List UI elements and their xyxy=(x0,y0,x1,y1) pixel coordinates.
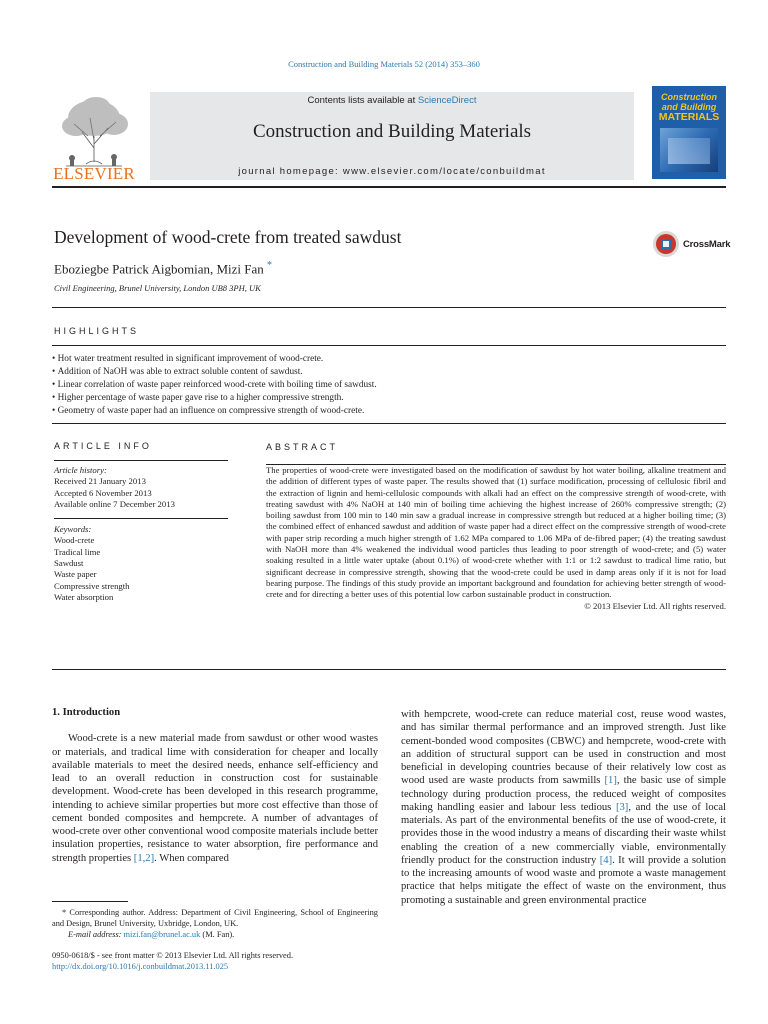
cover-line-3: MATERIALS xyxy=(658,111,720,123)
section-heading-introduction: 1. Introduction xyxy=(52,707,121,718)
abstract-text: The properties of wood-crete were investigated based on the modification of sawdust by hot water boiling, alkaline treatment and the addition of different types of waste paper. The results showed that (1) surface modification, processing of cellulosic fibril and the extraction of lignin and hemi-cellulosic compounds with alkali had an effect on the compressive strength of wood-crete, with treating sawdust with 4% NaOH at 140 min of boiling time achieving the highest increase of 260% compressive strength; (2) boiling sawdust from 100 min to 140 min saw a gradual increase in compressive strength but reduced at a higher boiling time; (3) the combined effect of enhanced sawdust and addition of waste paper had a direct effect on the compressive strength of wood-crete with paper strip recording a much higher strength of 1.62 MPa compared to 1.06 MPa of de-fibred paper; (4) the treating sawdust with NaOH more than 4% weakened the individual wood particles thus leading to poor strength of wood-crete; and (5) water soaking resulted in a little water uptake (about 0.1%) of wood-crete whether with 1:1 or 1:2 sawdust to tradical lime ratio, but significant decrease in compressive strength, showing that the wood-crete could be used in damp areas only if it is not for load bearing purpose. The findings of this study provide an important background and foundation for achieving better strength of wood-crete and for directing a better uses of this potential low carbon sustainable product in construction. xyxy=(266,465,726,600)
footnote-rule xyxy=(52,901,128,902)
highlight-item: • Geometry of waste paper had an influence on compressive strength of wood-crete. xyxy=(52,405,732,418)
cover-line-1: Construction xyxy=(661,92,717,102)
article-info-panel xyxy=(54,465,230,603)
highlights-top-rule xyxy=(52,345,726,346)
keyword: Compressive strength xyxy=(54,580,130,591)
cover-artwork-overlay xyxy=(668,138,710,164)
article-info-rule xyxy=(54,460,228,461)
intro-text-b: . When compared xyxy=(154,852,229,864)
crossmark-label[interactable]: CrossMark xyxy=(683,239,731,250)
intro-paragraph xyxy=(52,732,378,865)
corresponding-author-mark[interactable]: * xyxy=(267,260,273,271)
journal-title: Construction and Building Materials xyxy=(252,121,532,142)
publisher-name: ELSEVIER xyxy=(53,164,135,183)
contents-line xyxy=(150,95,634,106)
intro-text-a: Wood-crete is a new material made from sawdust or other wood wastes or materials, and tradical lime with consideration for cheaper and locally available materials to meet the desired needs, enhance self-efficiency and lead to an overall reduction in construction cost for sustainable development. Wood-crete has been developed in this research programme, intending to achieve similar properties but more cost effective than those of cement bonded composites and hempcrete. A number of advantages of wood-crete over other conventional wood composite materials include better insulation properties, resistance to water absorption, fire performance and strength properties xyxy=(52,733,378,864)
keyword: Tradical lime xyxy=(54,546,101,557)
email-line xyxy=(52,929,378,940)
highlight-item: • Higher percentage of waste paper gave rise to a higher compressive strength. xyxy=(52,392,732,405)
article-info-heading: ARTICLE INFO xyxy=(54,441,152,451)
keyword: Waste paper xyxy=(54,569,97,580)
issn-line: 0950-0618/$ - see front matter © 2013 Elsevier Ltd. All rights reserved. xyxy=(52,951,294,960)
article-title: Development of wood-crete from treated sawdust xyxy=(54,227,402,247)
header-divider xyxy=(52,186,726,188)
abstract-heading: ABSTRACT xyxy=(266,442,339,452)
history-online: Available online 7 December 2013 xyxy=(54,498,175,509)
highlights-bottom-rule xyxy=(52,423,726,424)
journal-citation[interactable]: Construction and Building Materials 52 (2014) 353–360 xyxy=(288,59,480,69)
highlight-item: • Addition of NaOH was able to extract soluble content of sawdust. xyxy=(52,366,732,379)
footnote xyxy=(52,907,378,940)
cover-line-2: and Building xyxy=(661,102,717,112)
highlight-item: • Linear correlation of waste paper reinforced wood-crete with boiling time of sawdust. xyxy=(52,379,732,392)
reference-link[interactable]: [1,2] xyxy=(133,852,155,864)
keywords-divider xyxy=(54,510,228,519)
cover-title xyxy=(652,92,726,122)
author-list xyxy=(54,260,272,277)
doi-link[interactable]: http://dx.doi.org/10.1016/j.conbuildmat.2013.11.025 xyxy=(52,962,229,971)
abstract-bottom-rule xyxy=(52,669,726,670)
history-accepted: Accepted 6 November 2013 xyxy=(54,487,152,498)
right-text-c: , and the use of local materials. As part of the environmental benefits of the use of wood-crete, it provides those in the wood industry a means of discarding their waste whilst enabling the creation of a new commercially viable, environmentally friendly product for the construction industry xyxy=(401,801,726,866)
right-text-b: , the basic use of simple technology during production process, the reduced weight of composites making handling easier and labour less tedious xyxy=(401,775,726,813)
keyword: Sawdust xyxy=(54,558,84,569)
keyword: Wood-crete xyxy=(54,535,95,546)
history-label: Article history: xyxy=(54,465,107,475)
highlights-heading: HIGHLIGHTS xyxy=(54,326,140,336)
body-right-column xyxy=(401,708,726,907)
email-link[interactable]: mizi.fan@brunel.ac.uk xyxy=(123,930,201,939)
right-text-d: . It will provide a solution to the increasing amounts of wood waste and promote a waste management practice that helps mitigate the effect of waste on the environment, thus promoting a sustainable and green environmental practice xyxy=(401,854,726,906)
body-left-column xyxy=(52,706,378,865)
history-received: Received 21 January 2013 xyxy=(54,476,146,487)
reference-link[interactable]: [1] xyxy=(604,775,617,787)
right-text-a: with hempcrete, wood-crete can reduce material cost, reuse wood wastes, and has similar thermal performance and an improved strength. Just like cement-bonded wood composites (CBWC) and hempcrete, wood-crete with an addition of structural support can be used in construction and most beneficial in developing countries because of their relatively low cost as wood used are waste products from sawmills xyxy=(401,709,726,787)
corresponding-author-note: * Corresponding author. Address: Department of Civil Engineering, School of Engineering and Design, Brunel University, Uxbridge, London, UK. xyxy=(52,908,378,928)
article-meta xyxy=(52,950,293,972)
journal-homepage[interactable]: journal homepage: www.elsevier.com/locate/conbuildmat xyxy=(238,166,546,177)
sciencedirect-link[interactable]: ScienceDirect xyxy=(417,95,477,106)
highlight-item: • Hot water treatment resulted in significant improvement of wood-crete. xyxy=(52,353,732,366)
reference-link[interactable]: [3] xyxy=(615,801,629,813)
author-affiliation: Civil Engineering, Brunel University, London UB8 3PH, UK xyxy=(54,283,261,293)
email-label: E-mail address: xyxy=(68,930,122,939)
abstract-body xyxy=(266,464,726,612)
reference-link[interactable]: [4] xyxy=(599,854,613,866)
title-divider xyxy=(52,307,726,308)
intro-paragraph-continued xyxy=(401,708,726,907)
keyword: Water absorption xyxy=(54,591,114,602)
abstract-copyright: © 2013 Elsevier Ltd. All rights reserved. xyxy=(584,600,726,611)
journal-cover-image xyxy=(652,86,726,179)
highlights-list xyxy=(52,353,732,418)
contents-prefix: Contents lists available at xyxy=(307,95,418,106)
authors-names: Eboziegbe Patrick Aigbomian, Mizi Fan xyxy=(54,261,264,277)
keywords-label: Keywords: xyxy=(54,524,92,535)
email-suffix: (M. Fan). xyxy=(202,930,235,939)
